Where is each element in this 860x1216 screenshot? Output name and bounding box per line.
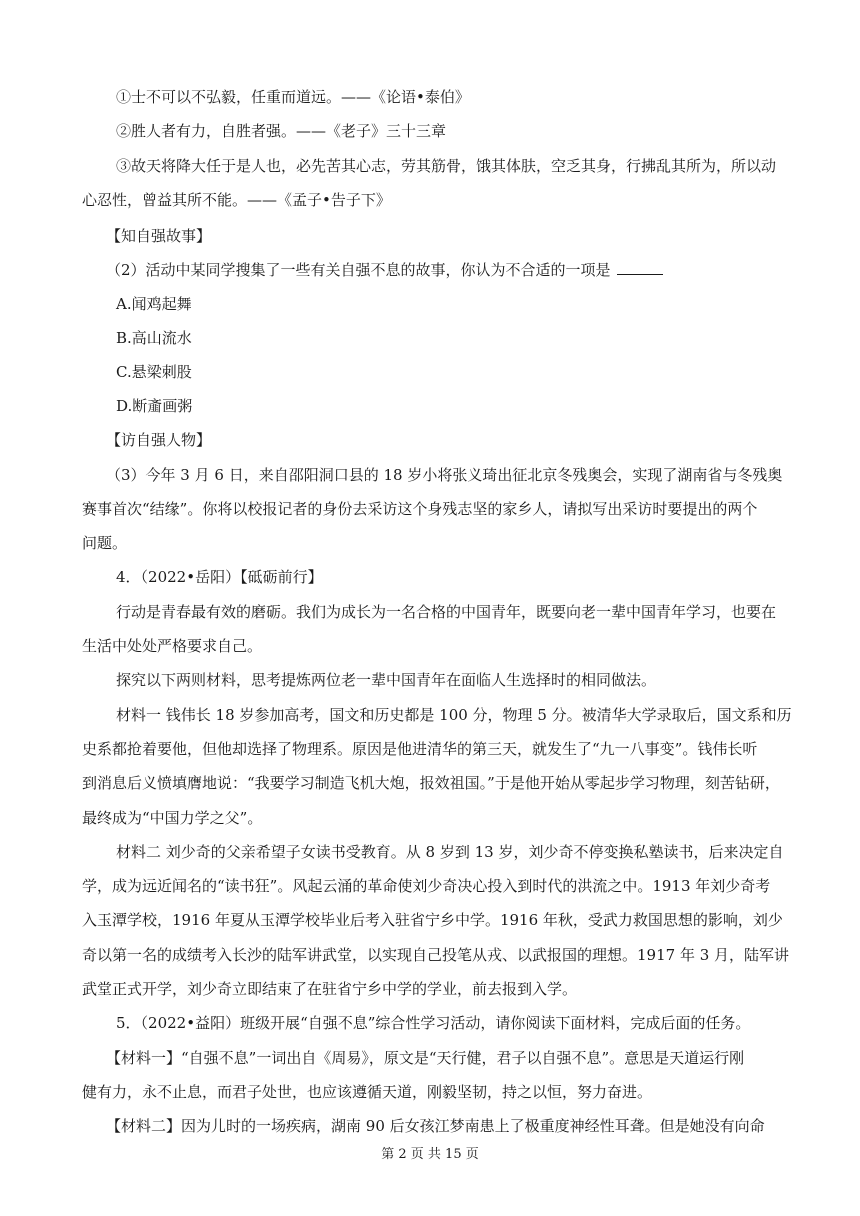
material-1-line-1: 材料一 钱伟长 18 岁参加高考，国文和历史都是 100 分，物理 5 分。被清华大学录取后，国文系和历 <box>116 706 792 724</box>
material-2-line-5: 武堂正式开学，刘少奇立即结束了在驻省宁乡中学的学业，前去报到入学。 <box>82 980 578 998</box>
option-a: A.闻鸡起舞 <box>116 295 192 313</box>
question-3-line-3: 问题。 <box>82 534 128 552</box>
material-2-line-2: 学，成为远近闻名的“读书狂”。风起云涌的革命使刘少奇决心投入到时代的洪流之中。1913 年刘少奇考 <box>82 877 771 895</box>
option-b: B.高山流水 <box>116 329 192 347</box>
question-2-text: （2）活动中某同学搜集了一些有关自强不息的故事，你认为不合适的一项是 <box>106 261 611 279</box>
quote-1: ①士不可以不弘毅，任重而道远。——《论语•泰伯》 <box>116 88 470 106</box>
question-3-line-2: 赛事首次“结缘”。你将以校报记者的身份去采访这个身残志坚的家乡人，请拟写出采访时要提出的两个 <box>82 500 758 518</box>
material-2-line-4: 奇以第一名的成绩考入长沙的陆军讲武堂，以实现自己投笔从戎、以武报国的理想。1917 年 3 月，陆军讲 <box>82 946 790 964</box>
option-c: C.悬梁刺股 <box>116 363 192 381</box>
material-1-line-2: 史系都抢着要他，但他却选择了物理系。原因是他进清华的第三天，就发生了“九一八事变”。钱伟长听 <box>82 740 758 758</box>
option-d: D.断齑画粥 <box>116 397 193 415</box>
q5-material-1-line-1: 【材料一】“自强不息”一词出自《周易》，原文是“天行健，君子以自强不息”。意思是天道运行刚 <box>106 1049 745 1067</box>
quote-3-line-2: 心忍性，曾益其所不能。——《孟子•告子下》 <box>82 191 391 209</box>
question-4-header: 4．（2022•岳阳）【砥砺前行】 <box>116 568 323 586</box>
question-5-header: 5．（2022•益阳）班级开展“自强不息”综合性学习活动，请你阅读下面材料，完成后面的任务。 <box>116 1014 751 1032</box>
section-heading-person: 【访自强人物】 <box>106 431 212 449</box>
q5-material-1-line-2: 健有力，永不止息，而君子处世，也应该遵循天道，刚毅坚韧，持之以恒，努力奋进。 <box>82 1083 653 1101</box>
section-heading-story: 【知自强故事】 <box>106 227 212 245</box>
material-1-line-3: 到消息后义愤填膺地说：“我要学习制造飞机大炮，报效祖国。”于是他开始从零起步学习物理，刻苦钻研， <box>82 774 780 792</box>
material-1-line-4: 最终成为“中国力学之父”。 <box>82 809 263 827</box>
quote-2: ②胜人者有力，自胜者强。——《老子》三十三章 <box>116 122 447 140</box>
q4-intro-line-2: 生活中处处严格要求自己。 <box>82 637 263 655</box>
answer-blank <box>617 260 663 275</box>
question-2 <box>106 260 663 280</box>
q5-material-2-line-1: 【材料二】因为儿时的一场疾病，湖南 90 后女孩江梦南患上了极重度神经性耳聋。但是她没有向命 <box>106 1117 765 1135</box>
quote-3-line-1: ③故天将降大任于是人也，必先苦其心志，劳其筋骨，饿其体肤，空乏其身，行拂乱其所为，所以动 <box>116 157 777 175</box>
material-2-line-3: 入玉潭学校，1916 年夏从玉潭学校毕业后考入驻省宁乡中学。1916 年秋，受武力救国思想的影响，刘少 <box>82 911 783 929</box>
q4-intro-line-3: 探究以下两则材料，思考提炼两位老一辈中国青年在面临人生选择时的相同做法。 <box>116 671 657 689</box>
q4-intro-line-1: 行动是青春最有效的磨砺。我们为成长为一名合格的中国青年，既要向老一辈中国青年学习，也要在 <box>116 603 777 621</box>
question-3-line-1: （3）今年 3 月 6 日，来自邵阳洞口县的 18 岁小将张义琦出征北京冬残奥会，实现了湖南省与冬残奥 <box>106 466 783 484</box>
page-footer: 第 2 页 共 15 页 <box>381 1147 479 1162</box>
material-2-line-1: 材料二 刘少奇的父亲希望子女读书受教育。从 8 岁到 13 岁，刘少奇不停变换私塾读书，后来决定自 <box>116 843 784 861</box>
